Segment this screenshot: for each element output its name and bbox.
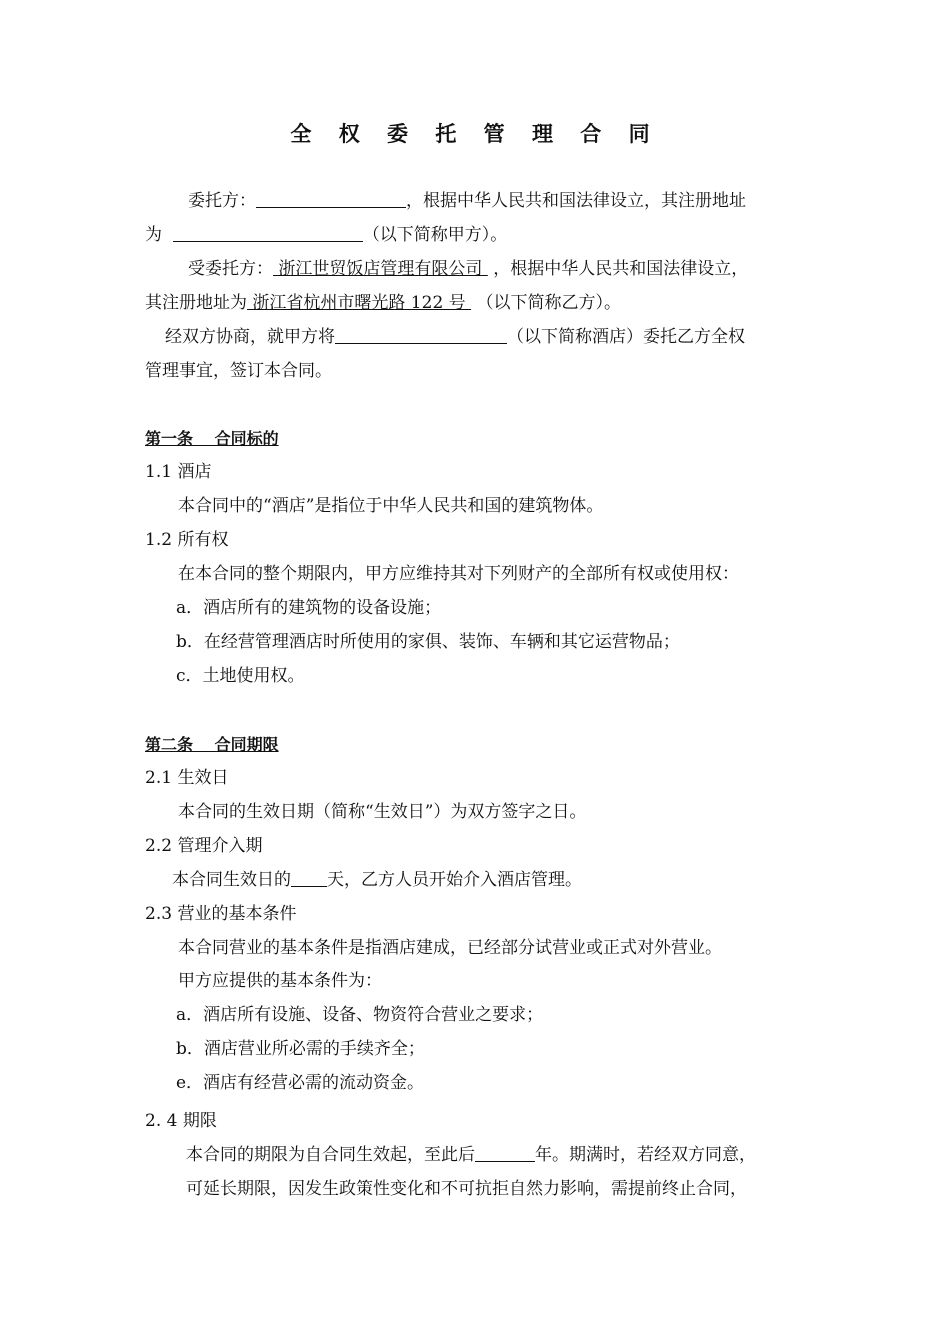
- agent-address-line: 其注册地址为 浙江省杭州市曙光路 122 号 （以下简称乙方）。: [145, 293, 621, 313]
- section-2-2-text: 本合同生效日的 天，乙方人员开始介入酒店管理。: [172, 870, 582, 890]
- section-2-4-text: 本合同的期限为自合同生效起，至此后 年。期满时，若经双方同意，: [186, 1145, 756, 1165]
- article-2-heading: 第二条 合同期限: [145, 735, 279, 754]
- document-title: 全 权 委 托 管 理 合 同: [290, 122, 660, 146]
- list-item: b．在经营管理酒店时所使用的家俱、装饰、车辆和其它运营物品；: [176, 632, 680, 652]
- client-line: 委托方： ，根据中华人民共和国法律设立，其注册地址: [188, 191, 746, 211]
- section-2-1-title: 2.1 生效日: [145, 768, 229, 788]
- hotel-name-blank: [335, 326, 507, 344]
- section-1-1-text: 本合同中的“酒店”是指位于中华人民共和国的建筑物体。: [178, 496, 604, 516]
- agent-address: 浙江省杭州市曙光路 122 号: [247, 293, 472, 313]
- consult-line: 经双方协商，就甲方将 （以下简称酒店）委托乙方全权: [165, 327, 745, 347]
- client-address-blank: [173, 224, 363, 242]
- list-item: c．土地使用权。: [176, 666, 305, 686]
- list-item: b．酒店营业所必需的手续齐全；: [176, 1039, 425, 1059]
- list-item: a．酒店所有设施、设备、物资符合营业之要求；: [176, 1005, 544, 1025]
- agent-line: 受委托方： 浙江世贸饭店管理有限公司 ，根据中华人民共和国法律设立，: [188, 259, 749, 279]
- section-2-4-text-2: 可延长期限，因发生政策性变化和不可抗拒自然力影响，需提前终止合同，: [186, 1179, 747, 1199]
- list-item: e．酒店有经营必需的流动资金。: [176, 1073, 425, 1093]
- article-1-heading: 第一条 合同标的: [145, 429, 279, 448]
- list-item: a．酒店所有的建筑物的设备设施；: [176, 598, 442, 618]
- section-2-3-text-1: 本合同营业的基本条件是指酒店建成，已经部分试营业或正式对外营业。: [178, 938, 722, 958]
- section-2-3-text-2: 甲方应提供的基本条件为：: [178, 971, 382, 991]
- section-1-2-text: 在本合同的整个期限内，甲方应维持其对下列财产的全部所有权或使用权：: [178, 564, 739, 584]
- section-1-1-title: 1.1 酒店: [145, 462, 212, 482]
- days-blank: [291, 869, 327, 887]
- consult-line-2: 管理事宜，签订本合同。: [145, 361, 332, 381]
- section-2-4-title: 2. 4 期限: [145, 1111, 217, 1131]
- agent-name: 浙江世贸饭店管理有限公司: [273, 259, 488, 279]
- section-2-2-title: 2.2 管理介入期: [145, 836, 263, 856]
- client-name-blank: [256, 190, 406, 208]
- section-2-3-title: 2.3 营业的基本条件: [145, 904, 297, 924]
- years-blank: [475, 1144, 535, 1162]
- section-2-1-text: 本合同的生效日期（简称“生效日”）为双方签字之日。: [178, 802, 587, 822]
- section-1-2-title: 1.2 所有权: [145, 530, 229, 550]
- client-address-line: 为 （以下简称甲方）。: [145, 225, 508, 245]
